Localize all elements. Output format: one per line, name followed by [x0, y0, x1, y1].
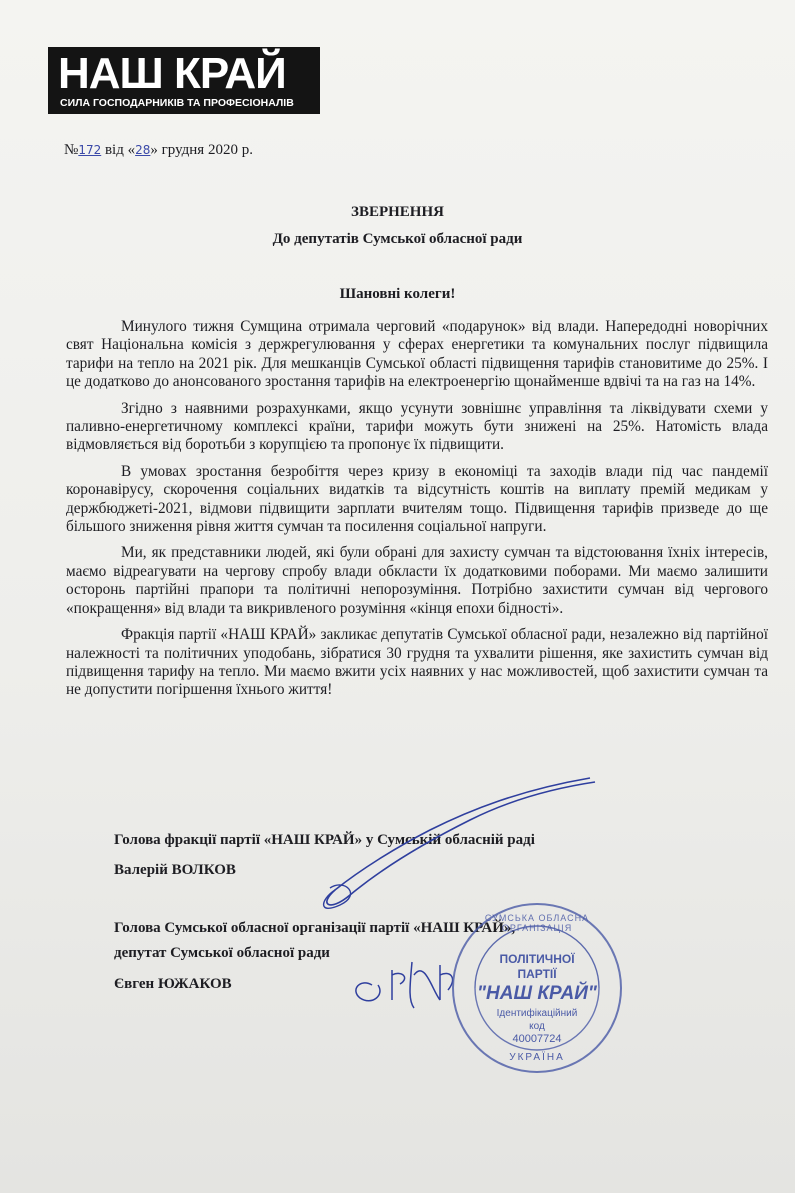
signatory-2-position-2: депутат Сумської обласної ради [114, 945, 330, 961]
date-day: 28 [135, 143, 151, 157]
paragraph: Фракція партії «НАШ КРАЙ» закликає депутатів Сумської обласної ради, незалежно від партійної належності та політичних уподобань, зібратися 30 грудня та ухвалити рішення, яке захистить сумчан від підвищення тарифу на тепло. Ми маємо вжити усіх наявних у нас можливостей, щоб захистити сумчан та не допустити погіршення їхнього життя! [66, 626, 768, 699]
logo-subtitle: СИЛА ГОСПОДАРНИКІВ ТА ПРОФЕСІОНАЛІВ [60, 97, 294, 109]
stamp-line-2: ПАРТІЇ [517, 967, 557, 981]
signatory-1-position: Голова фракції партії «НАШ КРАЙ» у Сумській обласній раді [114, 832, 535, 848]
stamp-code-label: код [529, 1021, 545, 1032]
stamp-id-label: Ідентифікаційний [496, 1008, 578, 1019]
signatory-2-position: Голова Сумської обласної організації партії «НАШ КРАЙ», [114, 920, 516, 936]
letter-title: ЗВЕРНЕННЯ [351, 204, 444, 220]
stamp-ring-bottom: УКРАЇНА [509, 1052, 565, 1063]
stamp-line-1: ПОЛІТИЧНОЇ [499, 952, 575, 966]
paragraph: Згідно з наявними розрахунками, якщо усунути зовнішнє управління та ліквідувати схеми у паливно-енергетичному комплексі країни, тарифи можуть бути знижені на 25%. Натомість влада відмовляється від боротьби з корупцією та пропонує їх підвищити. [66, 399, 768, 454]
stamp-code: 40007724 [512, 1033, 562, 1045]
paragraph: В умовах зростання безробіття через кризу в економіці та заходів влади під час пандемії коронавірусу, скорочення соціальних видатків та відсутність коштів на виплату премій медикам у держбюджеті-2021, відмови підвищити зарплати вчителям тощо. Підвищення тарифів призведе до ще більшого зниження рівня життя сумчан та посилення соціальної напруги. [66, 462, 768, 536]
letter-addressee: До депутатів Сумської обласної ради [272, 231, 523, 247]
date-suffix: » грудня 2020 р. [150, 142, 253, 158]
number-prefix: № [64, 142, 79, 158]
stamp-party-name: "НАШ КРАЙ" [477, 983, 597, 1004]
signatory-1-name: Валерій ВОЛКОВ [114, 862, 236, 878]
paragraph: Ми, як представники людей, які були обрані для захисту сумчан та відстоювання їхніх інтересів, маємо відреагувати на чергову спробу влади обкласти їх додатковими поборами. Ми маємо залишити осторонь партійні прапори та політичні непорозуміння. Потрібно захистити сумчан від чергового «покращення» від влади та викривленого розуміння «кінця епохи бідності». [66, 544, 768, 617]
signatory-2-name: Євген ЮЖАКОВ [114, 976, 232, 992]
stamp-ring-top: СУМСЬКА ОБЛАСНА ОРГАНІЗАЦІЯ [484, 913, 590, 933]
paragraph: Минулого тижня Сумщина отримала черговий «подарунок» від влади. Напередодні новорічних свят Національна комісія з держрегулювання у сферах енергетики та комунальних послуг підвищила тарифи на тепло на 2021 рік. Для мешканців Сумської області підвищення тарифів становитиме до 25%. І це додатково до анонсованого зростання тарифів на електроенергію щонайменше вдвічі та на газ на 14%. [66, 318, 768, 391]
letter-greeting: Шановні колеги! [339, 286, 456, 302]
document-number: 172 [78, 143, 102, 157]
logo-title: НАШ КРАЙ [58, 49, 286, 98]
date-prefix: від « [104, 142, 136, 158]
